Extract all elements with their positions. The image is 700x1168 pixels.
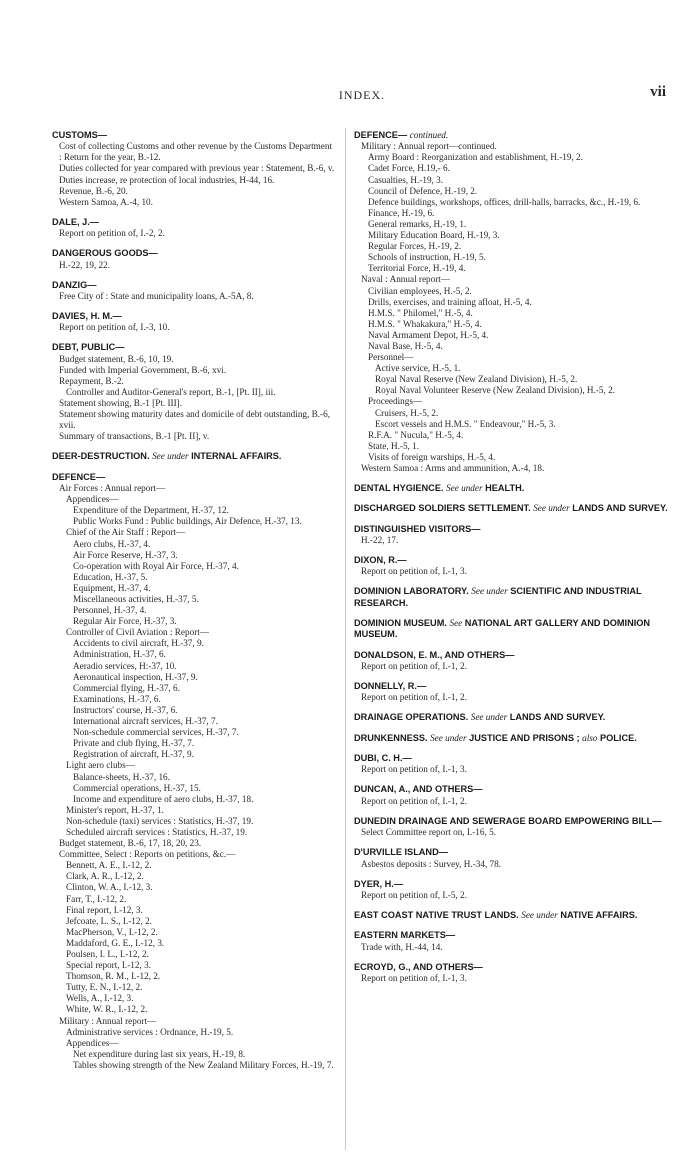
- subentry-line: Naval Base, H.-5, 4.: [368, 340, 443, 351]
- subentry-line: Bennett, A. E., I.-12, 2.: [66, 860, 152, 871]
- index-heading: [52, 280, 336, 291]
- index-entry: [354, 784, 668, 806]
- subentry-line: White, W. R., I.-12, 2.: [66, 1004, 148, 1015]
- heading-text: DONNELLY, R.—: [354, 681, 427, 692]
- subentry-line: Report on petition of, I.-1, 3.: [361, 764, 467, 775]
- subentry-line: Proceedings—: [368, 396, 423, 407]
- index-entry: [354, 930, 668, 952]
- subentry-line: H.-22, 19, 22.: [59, 259, 111, 270]
- subentry-line: Wells, A., I.-12, 3.: [66, 993, 134, 1004]
- index-heading: [354, 962, 668, 973]
- index-entry: [354, 503, 668, 514]
- cross-reference: SCIENTIFIC AND INDUSTRIAL RESEARCH.: [354, 586, 642, 608]
- cross-reference: INTERNAL AFFAIRS.: [191, 451, 282, 462]
- cross-reference: NATIONAL ART GALLERY AND DOMINION MUSEUM.: [354, 618, 651, 640]
- subentry-line: Report on petition of, I.-1, 2.: [361, 692, 467, 703]
- subentry-line: MacPherson, V., I.-12, 2.: [66, 926, 158, 937]
- subentry-line: Regular Air Force, H.-37, 3.: [73, 616, 177, 627]
- index-heading: [52, 311, 336, 322]
- subentry-line: Visits of foreign warships, H.-5, 4.: [368, 451, 496, 462]
- heading-text: EASTERN MARKETS—: [354, 930, 456, 941]
- subentry-line: Expenditure of the Department, H.-37, 12.: [73, 505, 229, 516]
- index-entry: [354, 962, 668, 984]
- heading-text: DANZIG—: [52, 279, 97, 290]
- subentry-line: Report on petition of, I.-1, 2.: [361, 660, 467, 671]
- heading-text: DUBI, C. H.—: [354, 753, 412, 764]
- index-entry: [354, 130, 668, 474]
- page-number: vii: [650, 84, 666, 100]
- subentry-line: Summary of transactions, B.-1 [Pt. II], v.: [59, 431, 210, 442]
- subentry-line: Equipment, H.-37, 4.: [73, 582, 151, 593]
- index-heading: [354, 555, 668, 566]
- see-reference-label: also: [582, 732, 598, 743]
- index-entry: [52, 472, 336, 1071]
- see-reference-label: See under: [471, 586, 508, 597]
- heading-text: DONALDSON, E. M., AND OTHERS—: [354, 649, 515, 660]
- see-reference-label: See under: [430, 732, 467, 743]
- subentry-line: Administrative services : Ordnance, H.-19, 5.: [66, 1026, 234, 1037]
- subentry-line: Active service, H.-5, 1.: [375, 363, 461, 374]
- index-heading: [52, 451, 336, 462]
- heading-text: DENTAL HYGIENCE.: [354, 483, 444, 494]
- index-entry: [354, 910, 668, 921]
- heading-text: DEER-DESTRUCTION.: [52, 451, 150, 462]
- subentry-line: Clark, A. R., I.-12, 2.: [66, 871, 144, 882]
- subentry-line: Budget statement, B.-6, 10, 19.: [59, 353, 174, 364]
- heading-text: DUNCAN, A., AND OTHERS—: [354, 784, 483, 795]
- subentry-line: Finance, H.-19, 6.: [368, 207, 435, 218]
- index-heading: [354, 618, 668, 641]
- index-entry: [52, 280, 336, 302]
- index-entry: [354, 618, 668, 641]
- heading-text: DALE, J.—: [52, 216, 99, 227]
- index-heading: [354, 524, 668, 535]
- subentry-line: Schools of instruction, H.-19, 5.: [368, 252, 486, 263]
- subentry-line: Jefcoate, L. S., I.-12, 2.: [66, 915, 152, 926]
- subentry-line: Light aero clubs—: [66, 760, 135, 771]
- subentry-line: Report on petition of, I.-5, 2.: [361, 889, 467, 900]
- subentry-line: Committee, Select : Reports on petitions, &c.—: [59, 849, 236, 860]
- index-entry: [354, 483, 668, 494]
- subentry-line: Royal Naval Volunteer Reserve (New Zealand Division), H.-5, 2.: [375, 385, 616, 396]
- index-entry: [52, 217, 336, 239]
- subentry-line: Public Works Fund : Public buildings, Air Defence, H.-37, 13.: [73, 516, 302, 527]
- see-reference-label: See under: [533, 503, 570, 514]
- index-entry: [354, 681, 668, 703]
- index-heading: [354, 784, 668, 795]
- subentry-line: Co-operation with Royal Air Force, H.-37, 4.: [73, 560, 239, 571]
- cross-reference: POLICE.: [600, 732, 637, 743]
- index-heading: [354, 910, 668, 921]
- index-column-left: [52, 130, 336, 1080]
- subentry-line: Repayment, B.-2.: [59, 375, 124, 386]
- heading-text: ECROYD, G., AND OTHERS—: [354, 961, 483, 972]
- subentry-line: Tutty, E. N., I.-12, 2.: [66, 982, 143, 993]
- heading-text: DAVIES, H. M.—: [52, 311, 122, 322]
- subentry-line: Military : Annual report—continued.: [361, 141, 497, 152]
- cross-reference: JUSTICE AND PRISONS ;: [469, 732, 580, 743]
- subentry-line: Private and club flying, H.-37, 7.: [73, 738, 195, 749]
- cross-reference: HEALTH.: [485, 483, 525, 494]
- subentry-line: Net expenditure during last six years, H.-19, 8.: [73, 1048, 246, 1059]
- index-entry: [354, 555, 668, 577]
- heading-text: DRUNKENNESS.: [354, 732, 428, 743]
- subentry-line: Casualties, H.-19, 3.: [368, 174, 444, 185]
- subentry-line: Maddaford, G. E., I.-12, 3.: [66, 937, 165, 948]
- subentry-line: Western Samoa : Arms and ammunition, A.-4, 18.: [361, 463, 545, 474]
- index-entry: [354, 847, 668, 869]
- see-reference-label: See under: [470, 712, 508, 723]
- subentry-line: Aeronautical inspection, H.-37, 9.: [73, 671, 198, 682]
- subentry-line: Examinations, H.-37, 6.: [73, 693, 161, 704]
- index-entry: [354, 586, 668, 609]
- subentry-line: Report on petition of, I.-1, 3.: [361, 972, 467, 983]
- subentry-line: Administration, H.-37, 6.: [73, 649, 166, 660]
- subentry-line: Cost of collecting Customs and other revenue by the Customs Department : Return for the year, B.-12.: [59, 141, 333, 163]
- subentry-line: Air Forces : Annual report—: [59, 483, 166, 494]
- index-heading: [52, 130, 336, 141]
- cross-reference: LANDS AND SURVEY.: [572, 503, 668, 514]
- subentry-line: Appendices—: [66, 494, 119, 505]
- subentry-line: Air Force Reserve, H.-37, 3.: [73, 549, 178, 560]
- subentry-line: State, H.-5, 1.: [368, 440, 420, 451]
- subentry-line: Naval : Annual report—: [361, 274, 451, 285]
- subentry-line: Escort vessels and H.M.S. " Endeavour," H.-5, 3.: [375, 418, 556, 429]
- subentry-line: Select Committee report on, I.-16, 5.: [361, 827, 496, 838]
- subentry-line: Council of Defence, H.-19, 2.: [368, 185, 478, 196]
- index-column-right: [354, 130, 668, 993]
- heading-text: D'URVILLE ISLAND—: [354, 847, 448, 858]
- subentry-line: Clinton, W. A., I.-12, 3.: [66, 882, 153, 893]
- subentry-line: Non-schedule (taxi) services : Statistics, H.-37, 19.: [66, 815, 254, 826]
- subentry-line: Commercial operations, H.-37, 15.: [73, 782, 201, 793]
- subentry-line: Income and expenditure of aero clubs, H.-37, 18.: [73, 793, 254, 804]
- subentry-line: H.M.S. " Whakakura," H.-5, 4.: [368, 318, 482, 329]
- subentry-line: Report on petition of, I.-2, 2.: [59, 228, 165, 239]
- subentry-line: Farr, T., I.-12, 2.: [66, 893, 127, 904]
- heading-text: DUNEDIN DRAINAGE AND SEWERAGE BOARD EMPOWERING BILL—: [354, 815, 662, 826]
- subentry-line: Minister's report, H.-37, 1.: [66, 804, 164, 815]
- heading-text: DEFENCE—: [52, 471, 106, 482]
- see-reference-label: See: [449, 618, 463, 629]
- heading-text: DYER, H.—: [354, 878, 404, 889]
- subentry-line: Report on petition of, I.-3, 10.: [59, 322, 170, 333]
- subentry-line: H.-22, 17.: [361, 535, 399, 545]
- subentry-line: International aircraft services, H.-37, 7.: [73, 716, 218, 727]
- see-reference-label: See under: [152, 451, 189, 462]
- index-heading: [354, 733, 668, 744]
- index-heading: [52, 342, 336, 353]
- subentry-line: Registration of aircraft, H.-37, 9.: [73, 749, 194, 760]
- cross-reference: LANDS AND SURVEY.: [509, 712, 606, 723]
- subentry-line: Statement showing maturity dates and domicile of debt outstanding, B.-6, xvii.: [59, 409, 330, 431]
- subentry-line: Controller and Auditor-General's report, B.-1, [Pt. II], iii.: [66, 387, 276, 397]
- index-heading: [354, 483, 668, 494]
- subentry-line: Report on petition of, I.-1, 3.: [361, 566, 467, 577]
- index-entry: [354, 879, 668, 901]
- index-heading: [52, 472, 336, 483]
- subentry-line: Cruisers, H.-5, 2.: [375, 407, 439, 418]
- subentry-line: General remarks, H.-19, 1.: [368, 218, 467, 229]
- subentry-line: H.M.S. " Philomel," H.-5, 4.: [368, 307, 473, 318]
- index-entry: [354, 712, 668, 723]
- subentry-line: Western Samoa, A.-4, 10.: [59, 196, 153, 207]
- subentry-line: Tables showing strength of the New Zealand Military Forces, H.-19, 7.: [73, 1059, 334, 1070]
- index-heading: [52, 248, 336, 259]
- index-heading: [354, 847, 668, 858]
- column-divider: [345, 128, 346, 1150]
- subentry-line: Personnel—: [368, 352, 414, 363]
- subentry-line: Chief of the Air Staff : Report—: [66, 527, 186, 538]
- index-entry: [354, 650, 668, 672]
- heading-text: DEBT, PUBLIC—: [52, 342, 125, 353]
- subentry-line: Report on petition of, I.-1, 2.: [361, 795, 467, 806]
- index-heading: [354, 503, 668, 514]
- subentry-line: Appendices—: [66, 1037, 119, 1048]
- index-entry: [52, 130, 336, 208]
- subentry-line: Thomson, R. M., I.-12, 2.: [66, 971, 161, 982]
- subentry-line: Drills, exercises, and training afloat, H.-5, 4.: [368, 296, 532, 307]
- index-heading: [354, 650, 668, 661]
- heading-text: CUSTOMS—: [52, 130, 107, 140]
- subentry-line: Revenue, B.-6, 20.: [59, 185, 128, 196]
- index-entry: [52, 248, 336, 270]
- subentry-line: R.F.A. " Nucula," H.-5, 4.: [368, 429, 464, 440]
- subentry-line: Aero clubs, H.-37, 4.: [73, 538, 151, 549]
- page-title: INDEX.: [338, 88, 386, 102]
- subentry-line: Statement showing, B.-1 [Pt. III].: [59, 398, 182, 409]
- subentry-line: Military Education Board, H.-19, 3.: [368, 230, 500, 241]
- subentry-line: Naval Armament Depot, H.-5, 4.: [368, 329, 489, 340]
- subentry-line: Asbestos deposits : Survey, H.-34, 78.: [361, 858, 502, 869]
- subentry-line: Budget statement, B.-6, 17, 18, 20, 23.: [59, 838, 202, 849]
- subentry-line: Defence buildings, workshops, offices, drill-halls, barracks, &c., H.-19, 6.: [368, 196, 641, 207]
- page-header: [52, 86, 672, 106]
- heading-text: DISCHARGED SOLDIERS SETTLEMENT.: [354, 503, 531, 514]
- index-entry: [354, 524, 668, 546]
- subentry-line: Regular Forces, H.-19, 2.: [368, 241, 462, 252]
- index-heading: [354, 586, 668, 609]
- subentry-line: Education, H.-37, 5.: [73, 571, 148, 582]
- subentry-line: Commercial flying, H.-37, 6.: [73, 682, 180, 693]
- subentry-line: Free City of : State and municipality loans, A.-5A, 8.: [59, 290, 254, 301]
- subentry-line: Final report, I.-12, 3.: [66, 904, 143, 915]
- subentry-line: Civilian employees, H.-5, 2.: [368, 285, 472, 296]
- subentry-line: Cadet Force, H.19,- 6.: [368, 163, 450, 174]
- subentry-line: Poulsen, I. L., I.-12, 2.: [66, 949, 149, 959]
- heading-text: DEFENCE—: [354, 130, 408, 140]
- subentry-line: Miscellaneous activities, H.-37, 5.: [73, 594, 199, 604]
- subentry-line: Royal Naval Reserve (New Zealand Division), H.-5, 2.: [375, 374, 578, 385]
- subentry-line: Special report, I.-12, 3.: [66, 960, 151, 971]
- see-reference-label: continued.: [409, 130, 449, 140]
- index-heading: [354, 681, 668, 692]
- subentry-line: Trade with, H.-44, 14.: [361, 941, 443, 952]
- index-heading: [354, 816, 668, 827]
- see-reference-label: See under: [446, 483, 483, 494]
- subentry-line: Personnel, H.-37, 4.: [73, 605, 147, 616]
- heading-text: DIXON, R.—: [354, 555, 407, 566]
- index-heading: [354, 712, 668, 723]
- heading-text: DANGEROUS GOODS—: [52, 248, 158, 259]
- heading-text: DOMINION LABORATORY.: [354, 586, 469, 597]
- index-heading: [354, 753, 668, 764]
- subentry-line: Funded with Imperial Government, B.-6, xvi.: [59, 364, 227, 375]
- index-entry: [52, 342, 336, 442]
- index-heading: [354, 130, 668, 141]
- see-reference-label: See under: [521, 910, 558, 920]
- subentry-line: Balance-sheets, H.-37, 16.: [73, 771, 170, 782]
- heading-text: EAST COAST NATIVE TRUST LANDS.: [354, 910, 519, 920]
- subentry-line: Instructors' course, H.-37, 6.: [73, 704, 178, 715]
- index-entry: [354, 816, 668, 838]
- index-entry: [52, 451, 336, 462]
- index-entry: [52, 311, 336, 333]
- subentry-line: Duties collected for year compared with previous year : Statement, B.-6, v.: [59, 163, 335, 174]
- subentry-line: Scheduled aircraft services : Statistics, H.-37, 19.: [66, 826, 248, 837]
- index-entry: [354, 733, 668, 744]
- subentry-line: Controller of Civil Aviation : Report—: [66, 627, 209, 638]
- heading-text: DISTINGUISHED VISITORS—: [354, 523, 481, 534]
- subentry-line: Non-schedule commercial services, H.-37, 7.: [73, 727, 239, 738]
- index-heading: [354, 930, 668, 941]
- index-heading: [354, 879, 668, 890]
- subentry-line: Military : Annual report—: [59, 1015, 157, 1026]
- heading-text: DRAINAGE OPERATIONS.: [354, 712, 469, 723]
- index-heading: [52, 217, 336, 228]
- subentry-line: Army Board : Reorganization and establishment, H.-19, 2.: [368, 152, 583, 163]
- heading-text: DOMINION MUSEUM.: [354, 618, 447, 629]
- subentry-line: Aeradio services, H:-37, 10.: [73, 660, 177, 671]
- subentry-line: Accidents to civil aircraft, H.-37, 9.: [73, 638, 204, 649]
- cross-reference: NATIVE AFFAIRS.: [560, 910, 638, 920]
- index-entry: [354, 753, 668, 775]
- subentry-line: Territorial Force, H.-19, 4.: [368, 263, 466, 274]
- subentry-line: Duties increase, re protection of local industries, H-44, 16.: [59, 174, 275, 185]
